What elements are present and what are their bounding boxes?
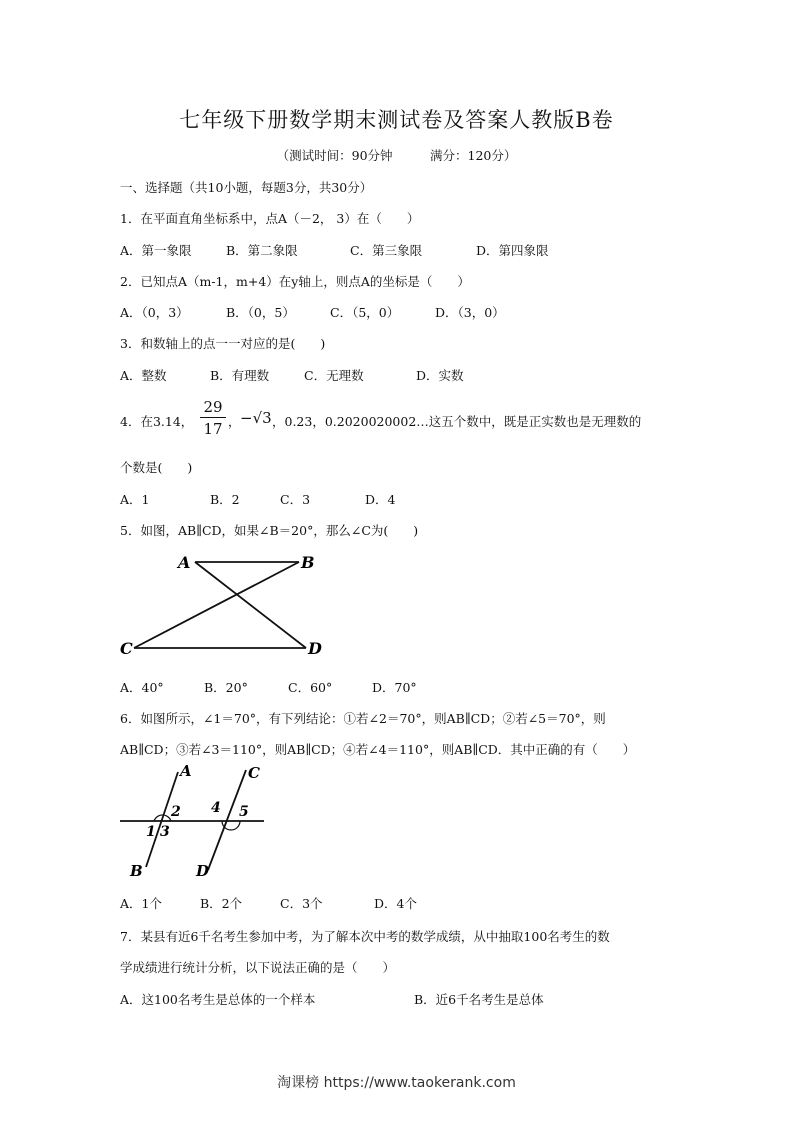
q1-option-b: B．第二象限 bbox=[226, 243, 298, 258]
fraction-numerator: 29 bbox=[200, 398, 226, 418]
label-b: B bbox=[301, 553, 315, 572]
question-3: 3．和数轴上的点一一对应的是( ) bbox=[120, 336, 326, 351]
q7-option-a: A．这100名考生是总体的一个样本 bbox=[120, 992, 316, 1007]
fraction-denominator: 17 bbox=[203, 420, 223, 438]
q7-option-b: B．近6千名考生是总体 bbox=[414, 992, 544, 1007]
q3-option-c: C．无理数 bbox=[304, 368, 364, 383]
q3-option-d: D．实数 bbox=[416, 368, 464, 383]
negative-sqrt-3: −√3 bbox=[240, 409, 272, 427]
q4-option-b: B．2 bbox=[210, 492, 240, 507]
q5-option-a: A．40° bbox=[120, 680, 164, 695]
fraction-29-17 bbox=[200, 398, 226, 438]
label-d: D bbox=[196, 862, 210, 880]
angle-label-4: 4 bbox=[211, 800, 221, 816]
angle-label-1: 1 bbox=[146, 824, 156, 840]
separator: ， bbox=[228, 414, 241, 429]
question-6-line1: 6．如图所示，∠1＝70°，有下列结论：①若∠2＝70°，则AB∥CD；②若∠5＝70°，则 bbox=[120, 711, 606, 726]
q5-option-b: B．20° bbox=[204, 680, 248, 695]
q6-option-d: D．4个 bbox=[374, 896, 417, 911]
line-cd bbox=[208, 770, 246, 870]
question-5: 5．如图，AB∥CD，如果∠B＝20°，那么∠C为( ) bbox=[120, 523, 419, 538]
q4-option-a: A．1 bbox=[120, 492, 150, 507]
question-4-lead: 4．在3.14， bbox=[120, 414, 194, 429]
q2-option-b: B．（0，5） bbox=[226, 305, 295, 320]
q1-option-c: C．第三象限 bbox=[350, 243, 423, 258]
segment-bc bbox=[134, 562, 299, 648]
q1-option-a: A．第一象限 bbox=[120, 243, 192, 258]
segment-ad bbox=[195, 562, 306, 648]
label-d: D bbox=[308, 639, 322, 658]
angle-label-3: 3 bbox=[160, 824, 170, 840]
figure-q6-transversal bbox=[118, 762, 268, 882]
q4-option-d: D．4 bbox=[365, 492, 396, 507]
section-heading: 一、选择题（共10小题，每题3分，共30分） bbox=[120, 180, 373, 195]
q1-option-d: D．第四象限 bbox=[476, 243, 549, 258]
label-c: C bbox=[120, 639, 133, 658]
q3-option-b: B．有理数 bbox=[210, 368, 270, 383]
question-7-line2: 学成绩进行统计分析，以下说法正确的是（ ） bbox=[120, 960, 396, 975]
q2-option-c: C．（5，0） bbox=[330, 305, 400, 320]
exam-info: （测试时间：90分钟 满分：120分） bbox=[276, 148, 517, 163]
q6-option-c: C．3个 bbox=[280, 896, 323, 911]
question-6-line2: AB∥CD；③若∠3＝110°，则AB∥CD；④若∠4＝110°，则AB∥CD．其中正确的有（ ） bbox=[120, 742, 636, 757]
label-a: A bbox=[180, 762, 192, 780]
label-b: B bbox=[130, 862, 143, 880]
question-7-line1: 7．某县有近6千名考生参加中考，为了解本次中考的数学成绩，从中抽取100名考生的数 bbox=[120, 929, 610, 944]
q3-option-a: A．整数 bbox=[120, 368, 167, 383]
q4-option-c: C．3 bbox=[280, 492, 311, 507]
q2-option-d: D．（3，0） bbox=[435, 305, 505, 320]
q5-option-c: C．60° bbox=[288, 680, 333, 695]
q5-option-d: D．70° bbox=[372, 680, 417, 695]
page-title: 七年级下册数学期末测试卷及答案人教版B卷 bbox=[179, 108, 614, 132]
q2-option-a: A．（0，3） bbox=[120, 305, 189, 320]
question-2: 2．已知点A（m-1，m+4）在y轴上，则点A的坐标是（ ） bbox=[120, 274, 470, 289]
label-a: A bbox=[178, 553, 191, 572]
question-1: 1．在平面直角坐标系中，点A（－2， 3）在（ ） bbox=[120, 211, 420, 226]
figure-q5-crossing-lines bbox=[118, 548, 328, 663]
angle-label-5: 5 bbox=[239, 804, 249, 820]
angle-label-2: 2 bbox=[171, 804, 181, 820]
q6-option-a: A．1个 bbox=[120, 896, 162, 911]
footer-watermark: 淘课榜 https://www.taokerank.com bbox=[277, 1075, 516, 1091]
question-4-line2: 个数是( ) bbox=[120, 460, 193, 475]
question-4-tail: ，0.23，0.2020020002…这五个数中，既是正实数也是无理数的 bbox=[272, 414, 642, 429]
label-c: C bbox=[248, 764, 260, 782]
q6-option-b: B．2个 bbox=[200, 896, 243, 911]
